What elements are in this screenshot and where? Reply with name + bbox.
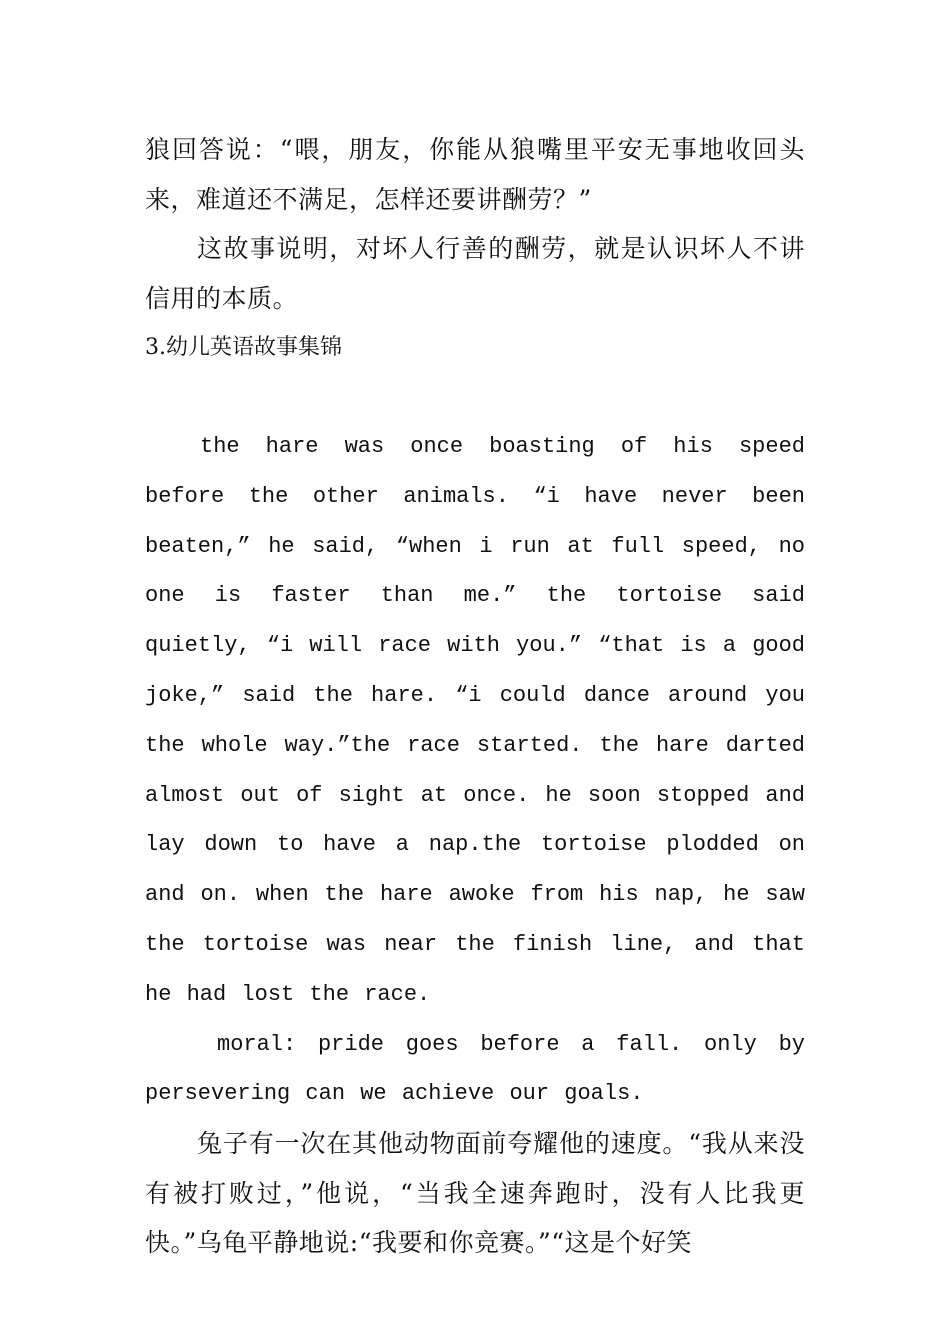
blank-line [145, 373, 805, 423]
english-story-paragraph: the hare was once boasting of his speed before the other animals. “i have never been beaten,” he said, “when i run at full speed, no one is faster than me.” the tortoise said quietly, “i will race with you.” “that is a good joke,” said the hare. “i could dance around you the whole way.”the race started. the hare darted almost out of sight at once. he soon stopped and lay down to have a nap.the tortoise plodded on and on. when the hare awoke from his nap, he saw the tortoise was near the finish line, and that he had lost the race. [145, 434, 805, 1007]
wolf-reply-paragraph: 狼回答说：“喂，朋友，你能从狼嘴里平安无事地收回头来，难道还不满足，怎样还要讲酬劳？” [145, 135, 805, 214]
wolf-moral-paragraph: 这故事说明，对坏人行善的酬劳，就是认识坏人不讲信用的本质。 [145, 234, 805, 313]
english-moral-paragraph: moral: pride goes before a fall. only by persevering can we achieve our goals. [145, 1031, 805, 1107]
document-page [145, 125, 805, 1268]
chinese-story-paragraph: 兔子有一次在其他动物面前夸耀他的速度。“我从来没有被打败过，”他说，“当我全速奔跑时，没有人比我更快。”乌龟平静地说:“我要和你竞赛。”“这是个好笑 [145, 1129, 805, 1258]
section-heading: 3.幼儿英语故事集锦 [145, 335, 342, 360]
